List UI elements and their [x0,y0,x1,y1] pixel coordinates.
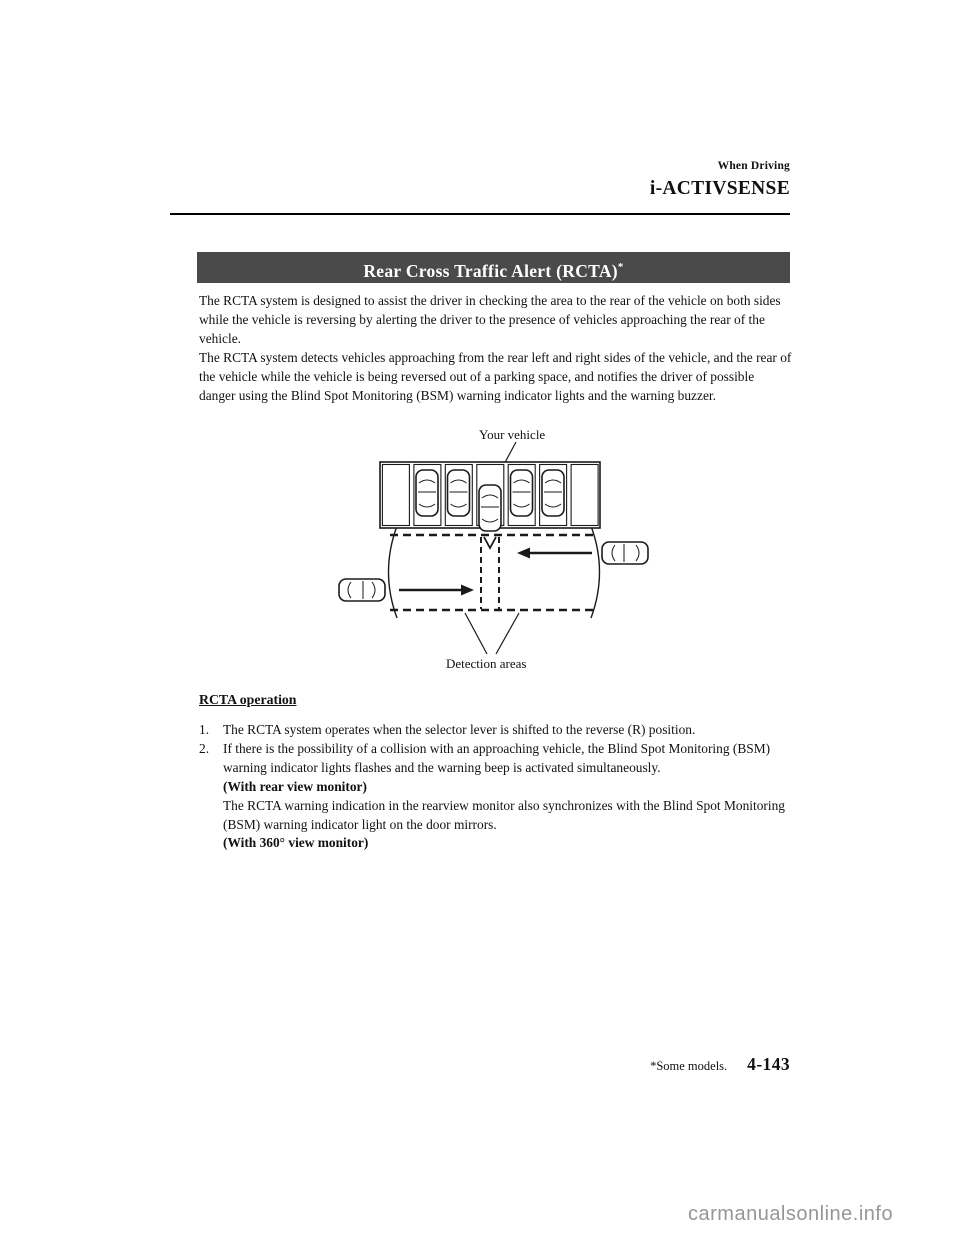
with-360-view-monitor-heading: (With 360° view monitor) [223,835,369,851]
section-title-asterisk: * [617,261,624,273]
intro-paragraph-2: The RCTA system detects vehicles approaching from the rear left and right sides of the vehicle, and the rear of the vehicle while the vehicle is being reversed out of a parking space, and notifies the driver of possible danger using the Blind Spot Monitoring (BSM) warning indicator lights and the warning buzzer. [199,349,792,403]
section-title: Rear Cross Traffic Alert (RCTA) [363,260,618,281]
approach-arrow-right-head-icon [517,548,530,559]
intro-paragraphs [199,292,793,405]
diagram-label-your-vehicle: Your vehicle [479,427,546,442]
approach-arrow-left-head-icon [461,585,474,596]
list-item-number: 1. [199,722,210,737]
rcta-diagram [0,425,960,677]
header-chapter-title: i-ACTIVSENSE [649,178,790,199]
with-rear-view-monitor-heading: (With rear view monitor) [223,778,367,794]
monitor-subsection [223,778,793,854]
parked-car-icon [542,470,564,516]
header-section-label: When Driving [717,160,790,172]
list-item [199,721,793,740]
approaching-car-right-icon [602,542,648,564]
detection-areas-leader-right [496,613,519,654]
section-title-banner [197,252,790,283]
road-break-right-icon [591,526,600,618]
page-number: 4-143 [747,1054,790,1074]
list-item-text: If there is the possibility of a collision with an approaching vehicle, the Blind Spot Monitoring (BSM) warning indicator lights flashes and the warning beep is activated simultaneously. [223,740,771,775]
list-item-number: 2. [199,740,210,756]
parking-diagram-graphic [315,425,660,670]
header-rule [170,213,790,215]
footnote-some-models: *Some models. [650,1059,728,1073]
with-rear-view-monitor-text: The RCTA warning indication in the rearview monitor also synchronizes with the Blind Spot Monitoring (BSM) warning indicator light on the door mirrors. [223,797,785,832]
list-item-text: The RCTA system operates when the selector lever is shifted to the reverse (R) position. [223,722,696,737]
approaching-car-left-icon [339,579,385,601]
intro-paragraph-1: The RCTA system is designed to assist the driver in checking the area to the rear of the vehicle on both sides while the vehicle is reversing by alerting the driver to the presence of vehicles approaching the rear of the vehicle. [199,293,781,346]
rcta-operation-heading: RCTA operation [199,692,297,707]
diagram-label-detection-areas: Detection areas [446,656,527,671]
watermark-text: carmanualsonline.info [688,1203,894,1225]
parked-car-icon [511,470,533,516]
list-item [199,740,793,778]
parked-car-icon [416,470,438,516]
your-vehicle-icon [479,485,501,531]
road-break-left-icon [389,526,398,618]
parked-car-icon [448,470,470,516]
rcta-operation-list [199,721,793,853]
reverse-direction-arrow-icon [484,537,496,548]
page-footer [170,1054,790,1075]
detection-areas-leader-left [465,613,487,654]
